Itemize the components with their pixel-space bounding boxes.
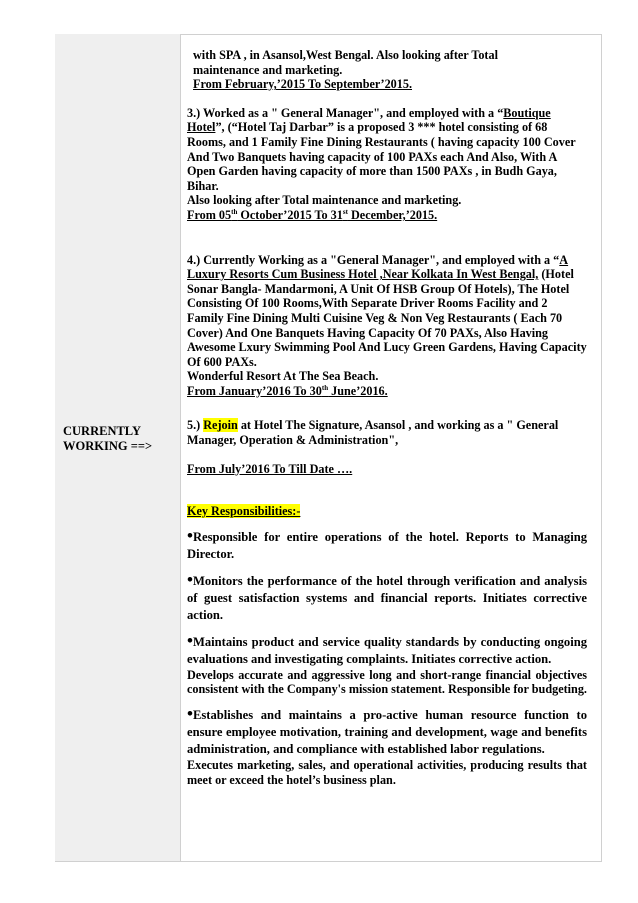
job-5-text: 5.) Rejoin at Hotel The Signature, Asansol , and working as a " General Manager, Operation & Administration",: [187, 418, 559, 448]
rejoin-highlight: Rejoin: [203, 418, 238, 433]
content-column: [187, 48, 587, 787]
section-label: [63, 424, 152, 454]
bullet-glyph: •: [187, 525, 193, 545]
job-3-extra: Also looking after Total maintenance and marketing.: [187, 193, 462, 208]
job-4-extra: Wonderful Resort At The Sea Beach.: [187, 369, 379, 384]
bullet-4: •Establishes and maintains a pro-active human resource function to ensure employee motivation, training and development, wage and benefits administration, and compliance with established labor regulations.: [187, 704, 587, 757]
bullet-3: •Maintains product and service quality standards by conducting ongoing evaluations and investigating complaints. Initiates corrective action.: [187, 630, 587, 666]
bullet-2: •Monitors the performance of the hotel through verification and analysis of guest satisfaction systems and financial reports. Initiates corrective action.: [187, 569, 587, 622]
job-4-period: From January’2016 To 30th June’2016.: [187, 383, 388, 398]
job-3-text: 3.) Worked as a " General Manager", and employed with a “Boutique Hotel”, (“Hotel Taj Darbar” is a proposed 3 *** hotel consisting of 68 Rooms, and 1 Family Fine Dining Restaurants ( having capacity 100 Cover And Two Banquets having capacity of 100 PAXs each And Also, With A Open Garden having capacity of more than 1500 PAXs , in Budh Gaya, Bihar.: [187, 105, 576, 193]
bullet-1: •Responsible for entire operations of the hotel. Reports to Managing Director.: [187, 525, 587, 561]
section-label-line-2: WORKING ==>: [63, 439, 153, 453]
job-5: [187, 418, 587, 476]
intro-block: [187, 48, 587, 92]
job-4: [187, 253, 587, 399]
bullet-glyph: •: [187, 630, 193, 650]
job-3: [187, 106, 587, 223]
bullet-3-followup: Develops accurate and aggressive long and short-range financial objectives consistent with the Company's mission statement. Responsible for budgeting.: [187, 667, 587, 697]
intro-line-2: maintenance and marketing.: [193, 62, 343, 77]
bullet-glyph: •: [187, 569, 193, 589]
job-5-period: From July’2016 To Till Date ….: [187, 461, 353, 476]
bullet-glyph: •: [187, 704, 193, 724]
job-4-text: 4.) Currently Working as a "General Manager", and employed with a “A Luxury Resorts Cum Business Hotel ,Near Kolkata In West Bengal, (Hotel Sonar Bangla- Mandarmoni, A Unit Of HSB Group Of Hotels), The Hotel Consisting Of 100 Rooms,With Separate Driver Rooms Facility and 2 Family Fine Dining Multi Cuisine Veg & Non Veg Restaurants ( Each 70 Cover) And One Banquets Having Capacity Of 70 PAXs, Also Having Awesome Lxury Swimming Pool And Lucy Green Gardens, Having Capacity Of 600 PAXs.: [187, 252, 587, 369]
bullet-4-followup: Executes marketing, sales, and operational activities, producing results that meet or exceed the hotel’s business plan.: [187, 758, 587, 787]
section-label-line-1: CURRENTLY: [63, 424, 142, 438]
intro-line-1: with SPA , in Asansol,West Bengal. Also looking after Total: [193, 48, 498, 62]
job-3-period: From 05th October’2015 To 31st December,’2015.: [187, 207, 438, 222]
key-responsibilities-heading: Key Responsibilities:-: [187, 504, 301, 519]
intro-period: From February,’2015 To September’2015.: [193, 77, 413, 92]
